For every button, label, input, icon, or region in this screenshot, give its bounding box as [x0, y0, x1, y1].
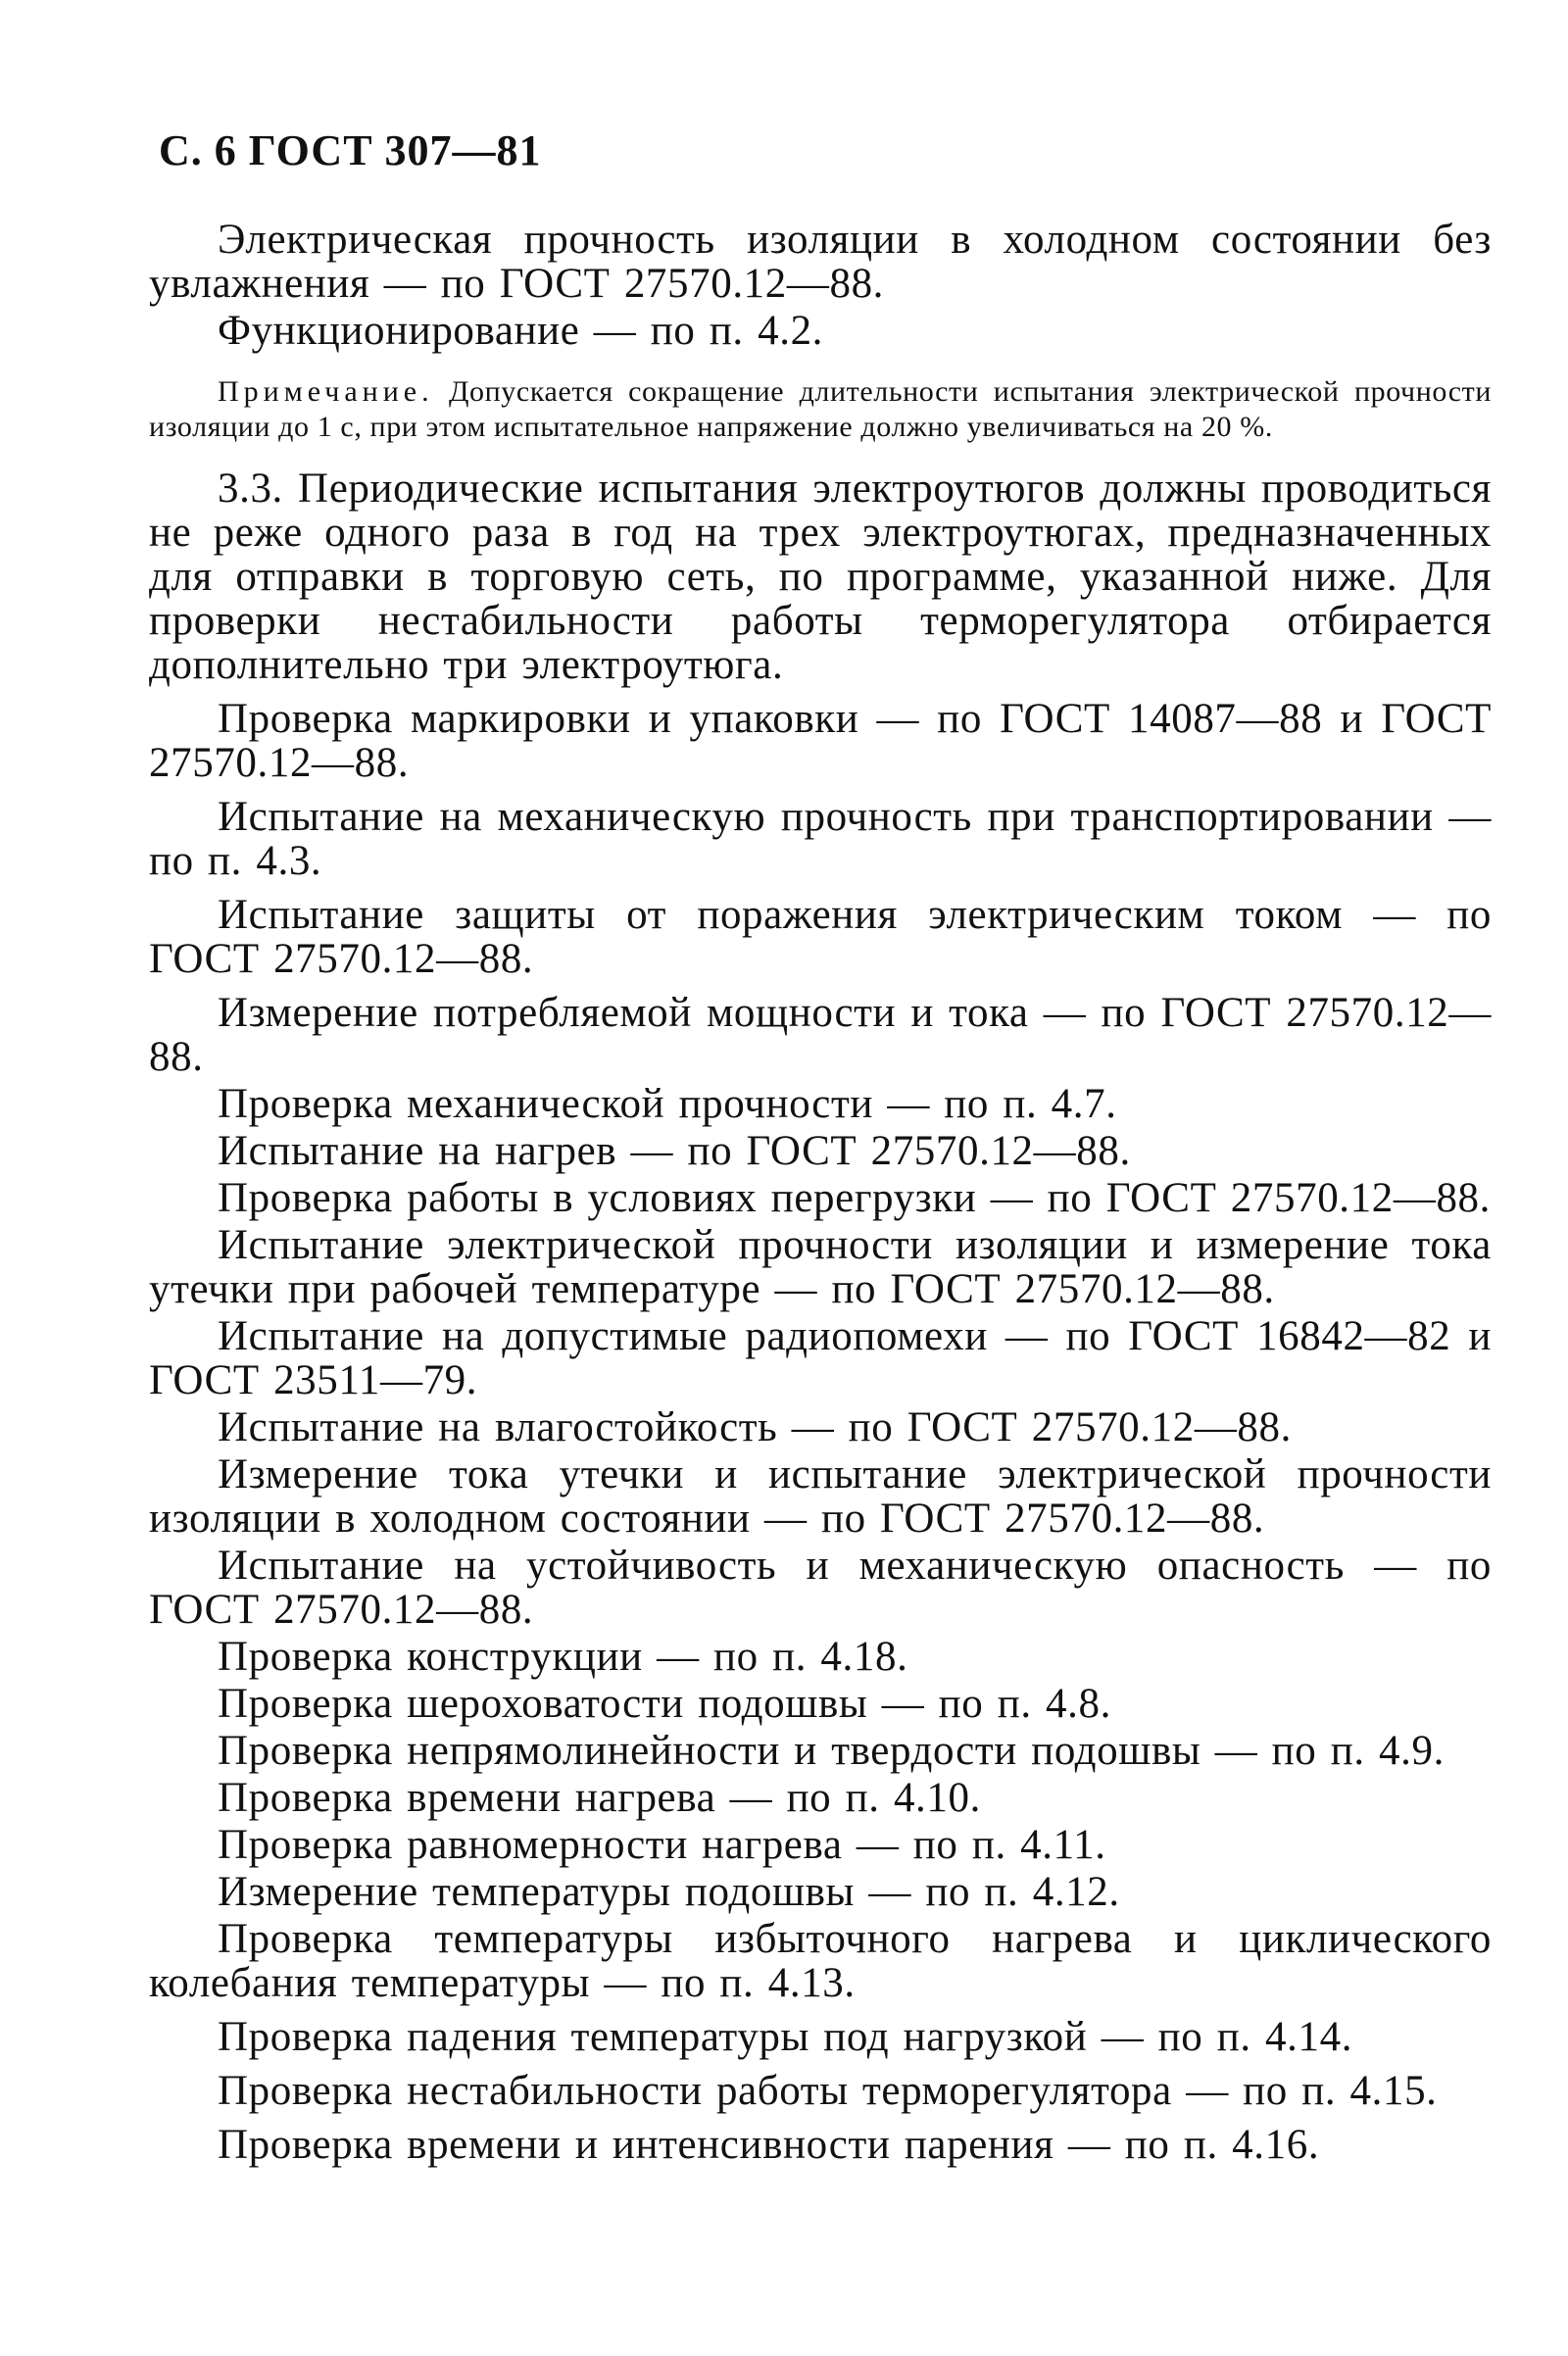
test-item-sole-flatness: Проверка непрямолинейности и твердости подошвы — по п. 4.9.	[218, 1728, 1445, 1774]
test-item-heating-uniformity: Проверка равномерности нагрева — по п. 4.11.	[218, 1822, 1106, 1868]
page-header: С. 6 ГОСТ 307—81	[159, 126, 542, 174]
note-label: Примечание.	[218, 375, 434, 408]
test-item-overload: Проверка работы в условиях перегрузки — по ГОСТ 27570.12—88.	[218, 1175, 1491, 1221]
section-3-3: 3.3. Периодические испытания электроутюгов должны проводиться не реже одного раза в год на трех электроутюгах, предназначенных для отправки в торговую сеть, по программе, указанной ниже. Для проверки нестабильности работы терморегулятора отбирается дополнительно три электроутюга.	[149, 466, 1492, 688]
test-item-transport-strength: Испытание на механическую прочность при транспортировании — по п. 4.3.	[149, 794, 1492, 884]
test-item-heating: Испытание на нагрев — по ГОСТ 27570.12—88.	[218, 1128, 1131, 1174]
test-item-moisture: Испытание на влагостойкость — по ГОСТ 27570.12—88.	[218, 1404, 1292, 1450]
test-item-shock-protection: Испытание защиты от поражения электрическим током — по ГОСТ 27570.12—88.	[149, 892, 1492, 982]
test-item-mechanical-strength: Проверка механической прочности — по п. 4.7.	[218, 1081, 1117, 1127]
test-item-temperature-drop: Проверка падения температуры под нагрузкой — по п. 4.14.	[218, 2014, 1353, 2060]
test-item-thermostat-instability: Проверка нестабильности работы терморегулятора — по п. 4.15.	[218, 2068, 1438, 2114]
test-item-excess-heating: Проверка температуры избыточного нагрева и циклического колебания температуры — по п. 4.13.	[149, 1916, 1492, 2006]
test-item-heating-time: Проверка времени нагрева — по п. 4.10.	[218, 1775, 981, 1821]
test-item-steaming: Проверка времени и интенсивности парения — по п. 4.16.	[218, 2122, 1320, 2168]
test-item-construction: Проверка конструкции — по п. 4.18.	[218, 1634, 908, 1680]
test-item-power-measurement: Измерение потребляемой мощности и тока — по ГОСТ 27570.12—88.	[149, 990, 1492, 1080]
test-item-leakage-cold: Измерение тока утечки и испытание электрической прочности изоляции в холодном состоянии — по ГОСТ 27570.12—88.	[149, 1451, 1492, 1542]
note-paragraph	[149, 374, 1492, 445]
paragraph-functioning: Функционирование — по п. 4.2.	[218, 308, 824, 354]
test-item-radio-interference: Испытание на допустимые радиопомехи — по ГОСТ 16842—82 и ГОСТ 23511—79.	[149, 1313, 1492, 1403]
note-text: Допускается сокращение длительности испытания электрической прочности изоляции до 1 с, при этом испытательное напряжение должно увеличиваться на 20 %.	[149, 375, 1492, 443]
test-item-sole-temperature: Измерение температуры подошвы — по п. 4.12.	[218, 1869, 1120, 1915]
test-item-leakage-working-temp: Испытание электрической прочности изоляции и измерение тока утечки при рабочей температуре — по ГОСТ 27570.12—88.	[149, 1222, 1492, 1312]
document-body	[149, 218, 1492, 2167]
test-item-marking: Проверка маркировки и упаковки — по ГОСТ 14087—88 и ГОСТ 27570.12—88.	[149, 696, 1492, 786]
paragraph-insulation-strength: Электрическая прочность изоляции в холодном состоянии без увлажнения — по ГОСТ 27570.12—88.	[149, 217, 1492, 307]
test-item-stability: Испытание на устойчивость и механическую опасность — по ГОСТ 27570.12—88.	[149, 1543, 1492, 1633]
test-item-sole-roughness: Проверка шероховатости подошвы — по п. 4.8.	[218, 1681, 1111, 1727]
